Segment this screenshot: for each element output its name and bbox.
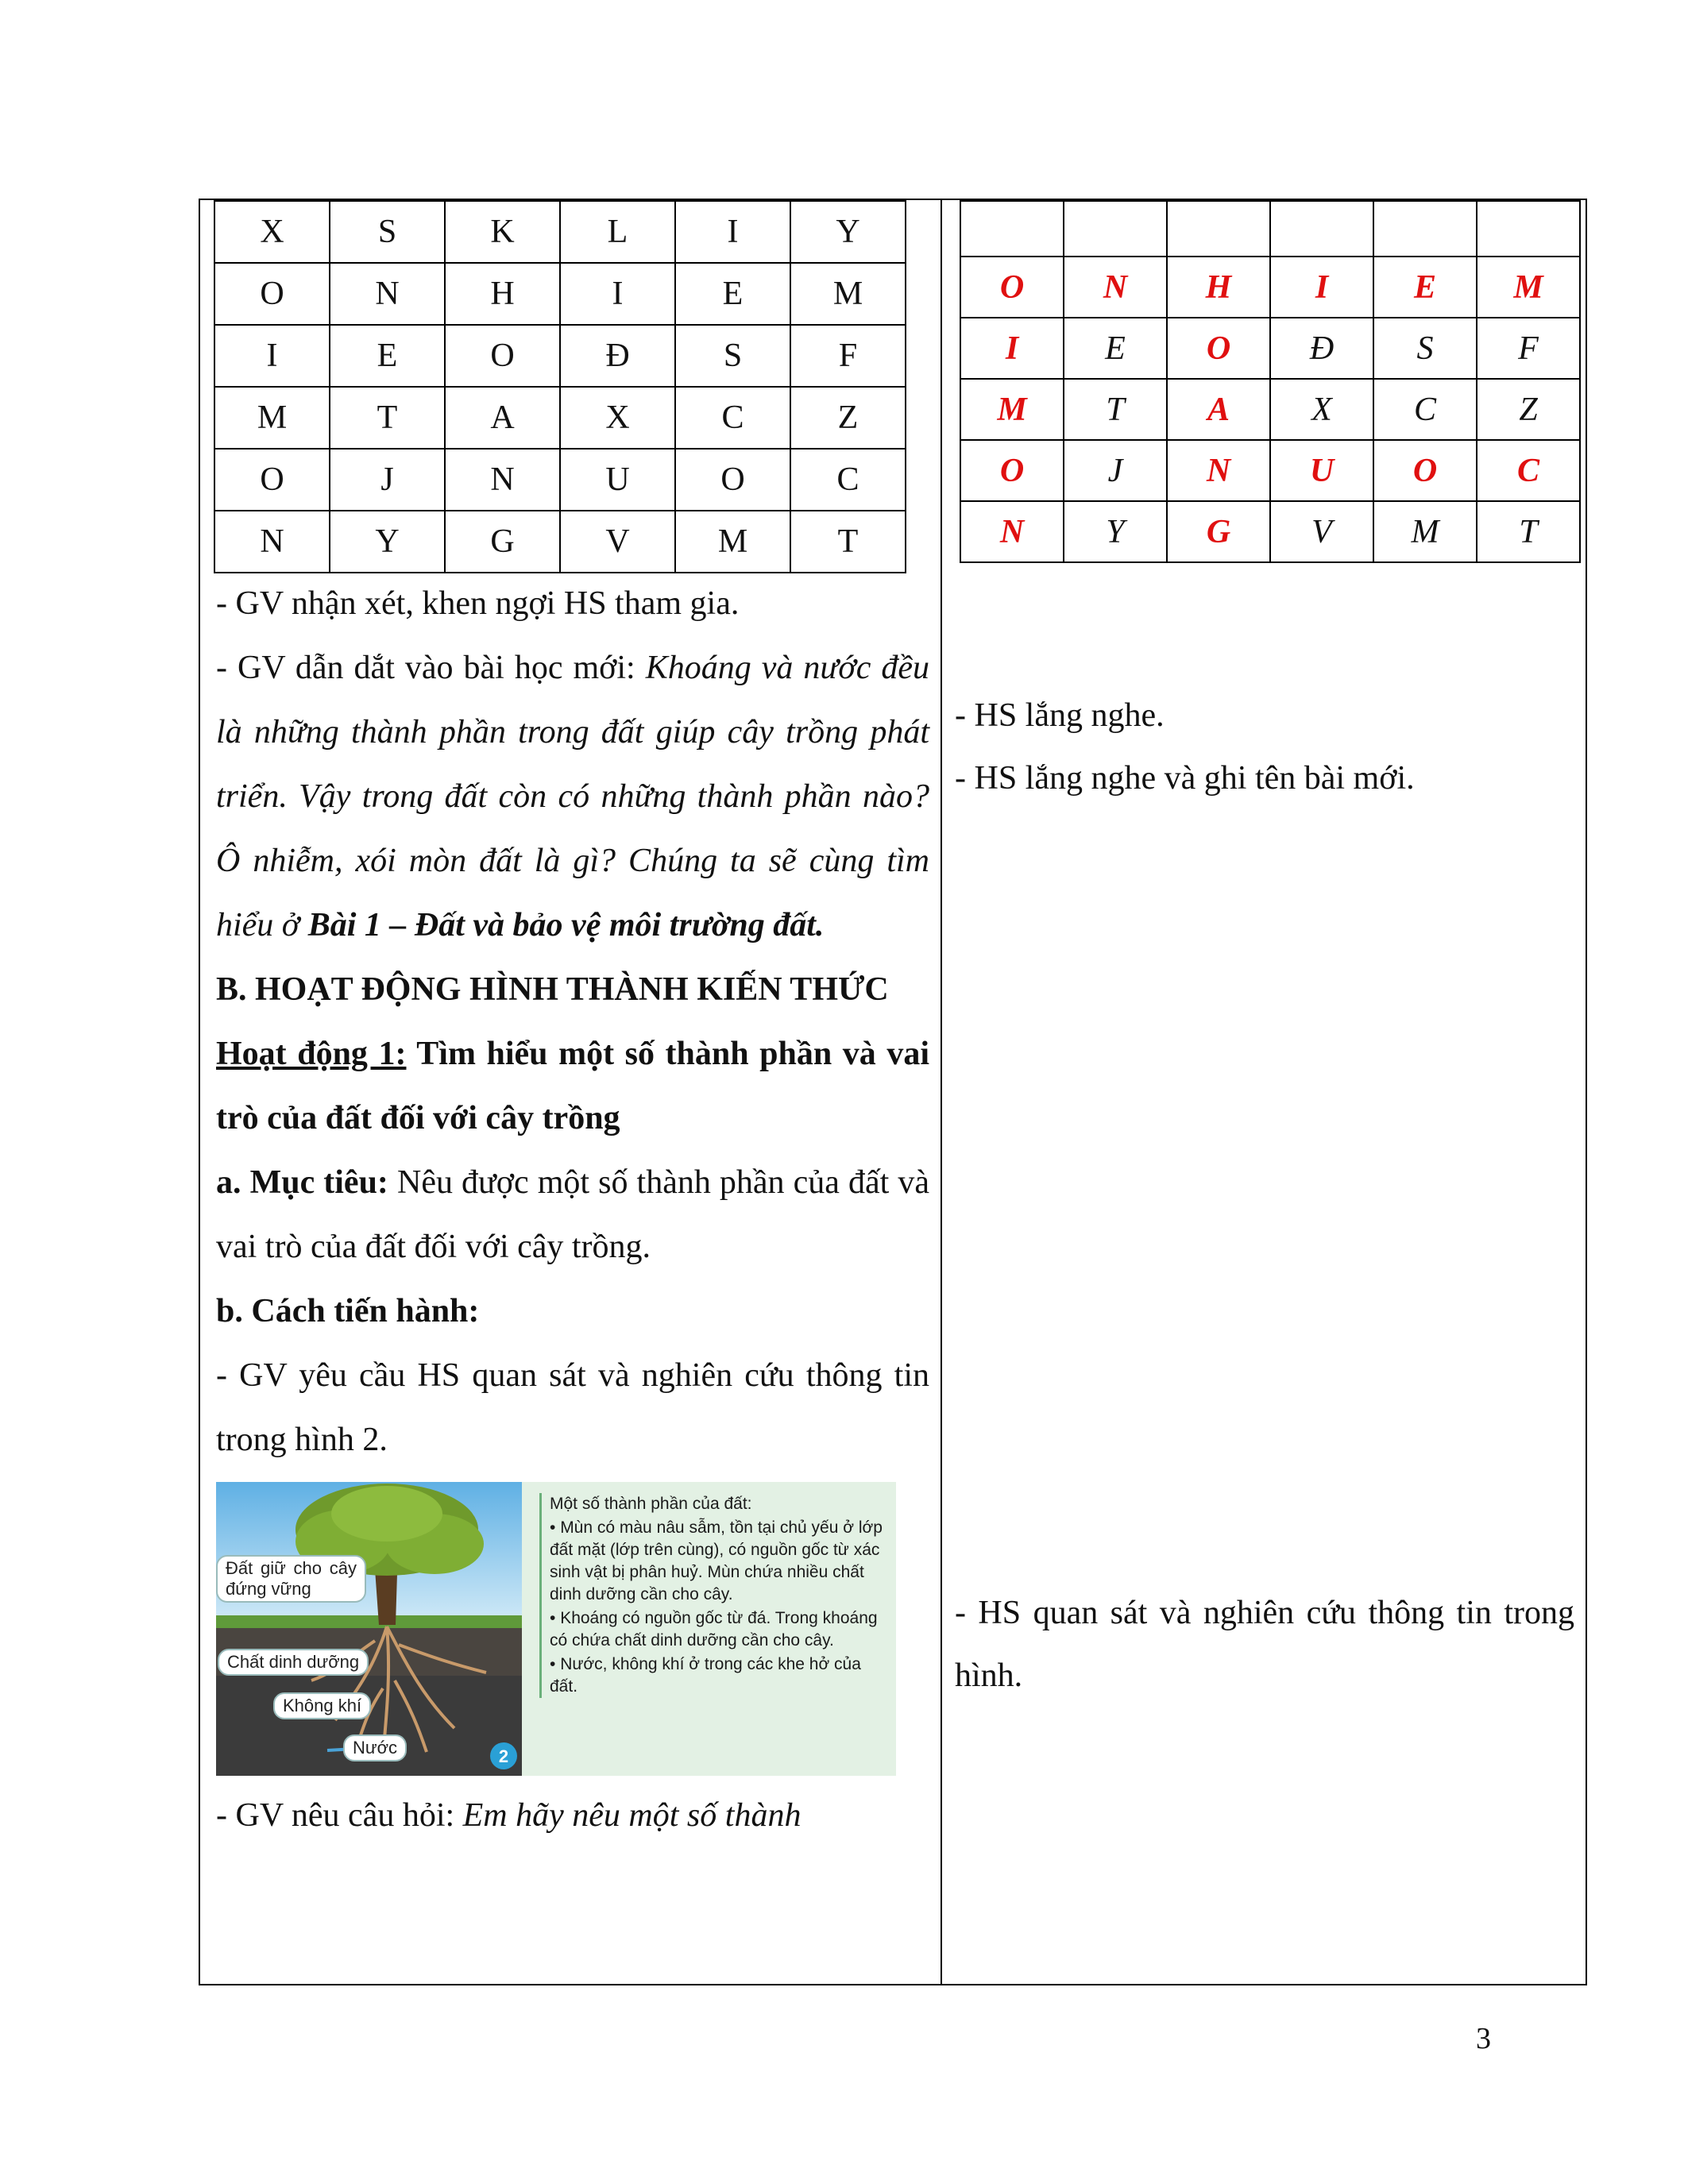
- grid-row: [214, 201, 906, 263]
- grid-cell: F: [1477, 318, 1580, 379]
- grid-cell: O: [1373, 440, 1477, 501]
- soil-components-figure: [216, 1482, 896, 1776]
- grid-cell: S: [675, 325, 790, 387]
- grid-cell: J: [330, 449, 445, 511]
- grid-cell: Y: [790, 201, 906, 263]
- teacher-activity-text: [216, 572, 929, 1848]
- grid-cell: M: [960, 379, 1064, 440]
- paragraph-observe: - GV yêu cầu HS quan sát và nghiên cứu thông tin trong hình 2.: [216, 1357, 929, 1458]
- grid-cell: J: [1064, 440, 1167, 501]
- student-response-2: - HS quan sát và nghiên cứu thông tin trong hình.: [955, 1595, 1574, 1694]
- grid-row: [960, 379, 1580, 440]
- grid-cell: Đ: [560, 325, 675, 387]
- grid-row: [960, 318, 1580, 379]
- grid-cell: I: [960, 318, 1064, 379]
- grid-cell: N: [214, 511, 330, 573]
- grid-cell: M: [214, 387, 330, 449]
- grid-cell: E: [330, 325, 445, 387]
- label-water: Nước: [343, 1734, 407, 1761]
- grid-cell: A: [445, 387, 560, 449]
- grid-cell: H: [1167, 257, 1270, 318]
- grid-cell: M: [1477, 257, 1580, 318]
- grid-cell: X: [214, 201, 330, 263]
- grid-cell: N: [330, 263, 445, 325]
- grid-cell: C: [675, 387, 790, 449]
- grid-cell: S: [330, 201, 445, 263]
- grid-cell: X: [1270, 379, 1373, 440]
- grid-cell: T: [1064, 379, 1167, 440]
- grid-cell: L: [560, 201, 675, 263]
- grid-cell: [1167, 201, 1270, 257]
- label-anchor: Đất giữ cho cây đứng vững: [216, 1555, 366, 1603]
- lesson-title: Bài 1 – Đất và bảo vệ môi trường đất.: [307, 907, 825, 943]
- grid-cell: O: [675, 449, 790, 511]
- grid-row: [214, 511, 906, 573]
- grid-cell: S: [1373, 318, 1477, 379]
- grid-cell: O: [1167, 318, 1270, 379]
- grid-row: [960, 440, 1580, 501]
- grid-cell: Đ: [1270, 318, 1373, 379]
- info-title: Một số thành phần của đất:: [550, 1495, 752, 1513]
- grid-row: [214, 325, 906, 387]
- tree-soil-illustration: [216, 1482, 522, 1776]
- word-search-answer-grid: [960, 200, 1581, 563]
- info-humus: • Mùn có màu nâu sẫm, tồn tại chủ yếu ở lớp đất mặt (lớp trên cùng), có nguồn gốc từ xác sinh vật bị phân huỷ. Mùn chứa nhiều chất dinh dưỡng cần cho cây.: [550, 1517, 888, 1606]
- grid-cell: O: [960, 257, 1064, 318]
- grid-cell: M: [675, 511, 790, 573]
- info-water-air: • Nước, không khí ở trong các khe hở của đất.: [550, 1653, 888, 1698]
- grid-cell: E: [675, 263, 790, 325]
- grid-cell: Z: [1477, 379, 1580, 440]
- student-activity-column: [942, 200, 1586, 1984]
- grid-cell: N: [960, 501, 1064, 562]
- page-number: 3: [1476, 2022, 1491, 2055]
- grid-cell: I: [675, 201, 790, 263]
- grid-cell: V: [560, 511, 675, 573]
- label-air: Không khí: [273, 1692, 371, 1719]
- soil-info-box: [522, 1482, 896, 1776]
- paragraph-question: - GV nêu câu hỏi: Em hãy nêu một số thành: [216, 1797, 802, 1834]
- grid-cell: N: [445, 449, 560, 511]
- grid-cell: [1270, 201, 1373, 257]
- grid-row: [960, 257, 1580, 318]
- grid-cell: O: [960, 440, 1064, 501]
- paragraph-feedback: - GV nhận xét, khen ngợi HS tham gia.: [216, 585, 740, 622]
- grid-cell: Z: [790, 387, 906, 449]
- lesson-table: [199, 199, 1587, 1985]
- grid-row: [214, 387, 906, 449]
- paragraph-introduction: - GV dẫn dắt vào bài học mới: Khoáng và nước đều là những thành phần trong đất giúp cây trồng phát triển. Vậy trong đất còn có những thành phần nào? Ô nhiễm, xói mòn đất là gì? Chúng ta sẽ cùng tìm hiểu ở Bài 1 – Đất và bảo vệ môi trường đất.: [216, 650, 930, 943]
- grid-cell: C: [1373, 379, 1477, 440]
- grid-cell: [1477, 201, 1580, 257]
- grid-cell: F: [790, 325, 906, 387]
- grid-cell: Y: [330, 511, 445, 573]
- figure-number: 2: [498, 1746, 509, 1766]
- grid-cell: K: [445, 201, 560, 263]
- grid-cell: G: [1167, 501, 1270, 562]
- label-nutrients: Chất dinh dưỡng: [218, 1649, 369, 1676]
- grid-cell: [960, 201, 1064, 257]
- grid-cell: U: [1270, 440, 1373, 501]
- grid-cell: N: [1167, 440, 1270, 501]
- info-minerals: • Khoáng có nguồn gốc từ đá. Trong khoáng có chứa chất dinh dưỡng cần cho cây.: [550, 1607, 888, 1652]
- grid-cell: [1373, 201, 1477, 257]
- grid-cell: I: [560, 263, 675, 325]
- grid-cell: G: [445, 511, 560, 573]
- grid-row: [960, 201, 1580, 257]
- method-heading: b. Cách tiến hành:: [216, 1293, 480, 1329]
- grid-row: [960, 501, 1580, 562]
- grid-row: [214, 449, 906, 511]
- grid-cell: O: [214, 449, 330, 511]
- grid-cell: M: [790, 263, 906, 325]
- grid-cell: C: [1477, 440, 1580, 501]
- student-response-1: - HS lắng nghe. - HS lắng nghe và ghi tên bài mới.: [955, 697, 1415, 797]
- grid-cell: I: [214, 325, 330, 387]
- grid-cell: T: [1477, 501, 1580, 562]
- grid-cell: [1064, 201, 1167, 257]
- tree-roots-image: [216, 1482, 522, 1776]
- goal-paragraph: a. Mục tiêu: Nêu được một số thành phần của đất và vai trò của đất đối với cây trồng.: [216, 1164, 929, 1265]
- grid-cell: T: [330, 387, 445, 449]
- teacher-activity-column: [200, 200, 942, 1984]
- grid-cell: I: [1270, 257, 1373, 318]
- grid-cell: O: [445, 325, 560, 387]
- grid-cell: E: [1064, 318, 1167, 379]
- grid-cell: M: [1373, 501, 1477, 562]
- grid-cell: X: [560, 387, 675, 449]
- grid-cell: V: [1270, 501, 1373, 562]
- grid-cell: N: [1064, 257, 1167, 318]
- activity-heading: Hoạt động 1: Tìm hiểu một số thành phần và vai trò của đất đối với cây trồng: [216, 1036, 930, 1136]
- grid-cell: Y: [1064, 501, 1167, 562]
- word-search-grid: [214, 200, 906, 573]
- grid-cell: H: [445, 263, 560, 325]
- grid-cell: C: [790, 449, 906, 511]
- section-heading: B. HOẠT ĐỘNG HÌNH THÀNH KIẾN THỨC: [216, 971, 889, 1008]
- grid-cell: E: [1373, 257, 1477, 318]
- grid-row: [214, 263, 906, 325]
- grid-cell: A: [1167, 379, 1270, 440]
- grid-cell: U: [560, 449, 675, 511]
- grid-cell: T: [790, 511, 906, 573]
- grid-cell: O: [214, 263, 330, 325]
